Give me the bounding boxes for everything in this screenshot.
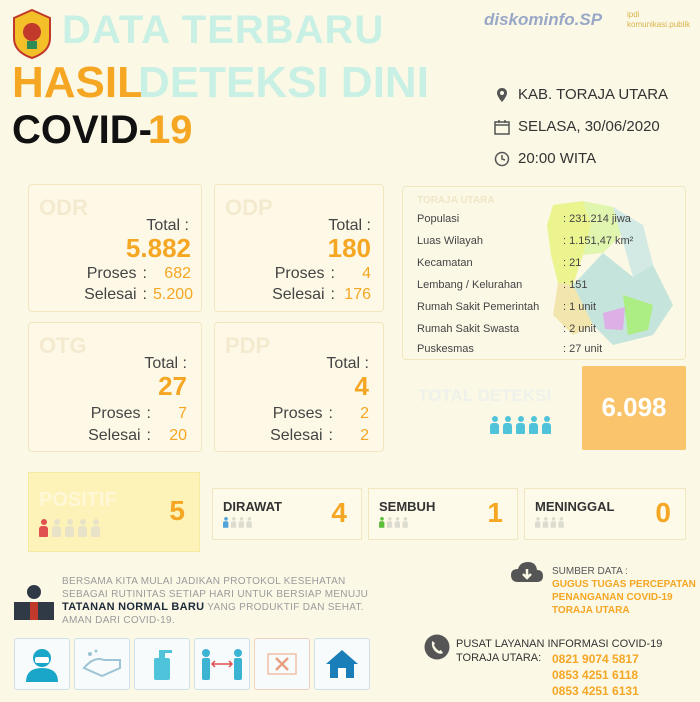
region-row <box>417 213 459 225</box>
region-row <box>417 301 539 313</box>
proses-label: Proses <box>86 265 137 282</box>
region-row-value: : 231.214 jiwa <box>563 213 631 225</box>
card-pdp-proses: Proses : 2 <box>272 405 369 422</box>
region-panel <box>402 186 686 360</box>
card-pdp-selesai: Selesai : 2 <box>270 427 369 444</box>
protocol-line-2: SEBAGAI RUTINITAS SETIAP HARI UNTUK BERSIAP MENUJU <box>62 589 369 600</box>
proses-label: Proses <box>272 405 323 422</box>
region-row-value: : 27 unit <box>563 343 603 355</box>
region-row <box>417 257 473 269</box>
no-handshake-icon <box>254 638 310 690</box>
total-deteksi-value-box <box>582 366 686 450</box>
person-icon <box>503 416 512 434</box>
title-deteksi-dini: DETEKSI DINI <box>138 58 429 107</box>
help-line-1: PUSAT LAYANAN INFORMASI COVID-19 <box>456 638 663 650</box>
distancing-icon <box>194 638 250 690</box>
selesai-label: Selesai <box>272 286 325 303</box>
person-icon <box>91 519 100 537</box>
person-icon <box>490 416 499 434</box>
time-row <box>494 150 596 167</box>
region-row-label: Populasi <box>417 213 460 225</box>
card-odr-proses: Proses : 682 <box>86 265 191 282</box>
stay-home-icon <box>314 638 370 690</box>
mask-icon <box>14 638 70 690</box>
brand-subtitle: ipdi komunikasi.publik <box>627 10 691 29</box>
region-row-value: : 2 unit <box>563 323 597 335</box>
dirawat-people <box>223 517 252 528</box>
person-icon <box>543 517 548 528</box>
sembuh-panel <box>368 488 518 540</box>
proses-value: 7 <box>178 405 187 422</box>
region-row-label: Puskesmas <box>417 343 474 355</box>
title-19: 19 <box>148 108 193 152</box>
card-odp-total-label: Total : <box>328 217 371 234</box>
regency-logo <box>10 8 54 60</box>
person-icon <box>379 517 384 528</box>
region-row-value: : 151 <box>563 279 588 291</box>
location-pin-icon <box>494 87 510 103</box>
card-odp-selesai: Selesai : 176 <box>272 286 371 303</box>
person-icon <box>39 519 48 537</box>
selesai-value: 20 <box>169 427 187 444</box>
sembuh-value: 1 <box>487 497 503 528</box>
card-otg-total-label: Total : <box>144 355 187 372</box>
person-icon <box>246 517 251 528</box>
card-odr-ghost-label: ODR <box>39 195 88 220</box>
meninggal-value: 0 <box>655 497 671 528</box>
card-otg-ghost-label: OTG <box>39 333 87 358</box>
date-text: SELASA, 30/06/2020 <box>518 118 660 135</box>
selesai-label: Selesai <box>270 427 323 444</box>
card-otg <box>28 322 202 452</box>
proses-label: Proses <box>90 405 141 422</box>
card-odp <box>214 184 384 312</box>
cloud-download-icon <box>510 560 544 591</box>
card-pdp-ghost-label: PDP <box>225 333 271 358</box>
source-label: SUMBER DATA : <box>552 566 628 577</box>
total-deteksi-value: 6.098 <box>601 392 667 422</box>
card-pdp <box>214 322 384 452</box>
card-otg-proses: Proses : 7 <box>90 405 187 422</box>
region-row <box>417 235 483 247</box>
person-icon <box>516 416 525 434</box>
time-text: 20:00 WITA <box>518 150 597 167</box>
dirawat-value: 4 <box>331 497 347 528</box>
positif-value: 5 <box>169 495 185 526</box>
region-row-label: Rumah Sakit Pemerintah <box>417 301 540 313</box>
proses-value: 2 <box>360 405 369 422</box>
meninggal-panel <box>524 488 686 540</box>
person-icon <box>542 416 551 434</box>
protocol-line-4: AMAN DARI COVID-19. <box>62 615 175 626</box>
card-otg-selesai: Selesai : 20 <box>88 427 187 444</box>
source-line-2: PENANGANAN COVID-19 <box>552 592 673 603</box>
handwash-icon <box>74 638 130 690</box>
selesai-label: Selesai <box>84 286 137 303</box>
person-icon <box>78 519 87 537</box>
region-row-label: Lembang / Kelurahan <box>417 279 523 291</box>
people-icons <box>490 416 551 434</box>
person-icon <box>239 517 244 528</box>
person-icon <box>65 519 74 537</box>
date-row <box>494 118 660 135</box>
proses-value: 682 <box>164 265 191 282</box>
meninggal-label: MENINGGAL <box>535 499 615 514</box>
region-row-value: : 21 <box>563 257 582 269</box>
normal-baru-highlight: TATANAN NORMAL BARU <box>62 601 205 613</box>
region-row <box>417 279 522 291</box>
phone-list <box>552 651 639 699</box>
positif-people <box>39 519 100 537</box>
region-row-label: Kecamatan <box>417 257 473 269</box>
person-icon <box>52 519 61 537</box>
protocol-line-3: YANG PRODUKTIF DAN SEHAT. <box>204 602 364 613</box>
brand-name: diskominfo.SP <box>484 10 603 29</box>
person-icon <box>231 517 236 528</box>
region-title: TORAJA UTARA <box>417 195 495 206</box>
card-odr-selesai: Selesai : 5.200 <box>84 286 194 303</box>
total-deteksi-panel <box>404 370 578 452</box>
total-deteksi-label: TOTAL DETEKSI <box>418 386 552 405</box>
speaker-icon <box>12 582 56 627</box>
region-row-label: Luas Wilayah <box>417 235 484 247</box>
person-icon <box>551 517 556 528</box>
protocol-line-1: BERSAMA KITA MULAI JADIKAN PROTOKOL KESEHATAN <box>62 576 346 587</box>
person-icon <box>402 517 407 528</box>
title-line-1: DATA TERBARU <box>62 8 385 52</box>
sanitizer-icon <box>134 638 190 690</box>
meninggal-people <box>535 517 564 528</box>
card-odp-ghost-label: ODP <box>225 195 273 220</box>
person-icon <box>223 517 228 528</box>
phone-number[interactable]: 0853 4251 6118 <box>552 668 639 682</box>
title-hasil: HASIL <box>12 58 144 107</box>
source-details <box>552 578 696 617</box>
card-odp-proses: Proses : 4 <box>274 265 371 282</box>
region-row <box>417 343 474 355</box>
person-icon <box>387 517 392 528</box>
location-text: KAB. TORAJA UTARA <box>518 86 669 103</box>
person-icon <box>558 517 563 528</box>
selesai-label: Selesai <box>88 427 141 444</box>
region-row-label: Rumah Sakit Swasta <box>417 323 520 335</box>
sembuh-people <box>379 517 408 528</box>
location-row <box>494 86 668 103</box>
help-line-2: TORAJA UTARA: <box>456 652 542 664</box>
person-icon <box>395 517 400 528</box>
selesai-value: 2 <box>360 427 369 444</box>
card-odr-total-label: Total : <box>146 217 189 234</box>
card-pdp-total: 4 <box>354 371 369 401</box>
card-pdp-total-label: Total : <box>326 355 369 372</box>
clock-icon <box>494 151 510 167</box>
title-covid: COVID- <box>12 108 152 152</box>
source-line-3: TORAJA UTARA <box>552 605 630 616</box>
selesai-value: 176 <box>344 286 371 303</box>
proses-value: 4 <box>362 265 371 282</box>
positif-label: POSITIF <box>39 489 117 511</box>
region-row-value: : 1.151,47 km² <box>563 235 634 247</box>
protocol-message <box>62 575 422 627</box>
phone-number[interactable]: 0821 9074 5817 <box>552 652 639 666</box>
person-icon <box>535 517 540 528</box>
card-otg-total: 27 <box>158 371 187 401</box>
card-odr-total: 5.882 <box>125 233 191 263</box>
positif-panel <box>28 472 200 552</box>
dirawat-label: DIRAWAT <box>223 499 282 514</box>
phone-number[interactable]: 0853 4251 6131 <box>552 684 639 698</box>
selesai-value: 5.200 <box>153 286 194 303</box>
sembuh-label: SEMBUH <box>379 499 436 514</box>
calendar-icon <box>494 119 510 135</box>
card-odp-total: 180 <box>327 233 371 263</box>
card-odr <box>28 184 202 312</box>
person-icon <box>529 416 538 434</box>
region-row-value: : 1 unit <box>563 301 597 313</box>
proses-label: Proses <box>274 265 325 282</box>
region-row <box>417 323 519 335</box>
source-line-1: GUGUS TUGAS PERCEPATAN <box>552 579 696 590</box>
phone-icon <box>424 634 450 665</box>
dirawat-panel <box>212 488 362 540</box>
